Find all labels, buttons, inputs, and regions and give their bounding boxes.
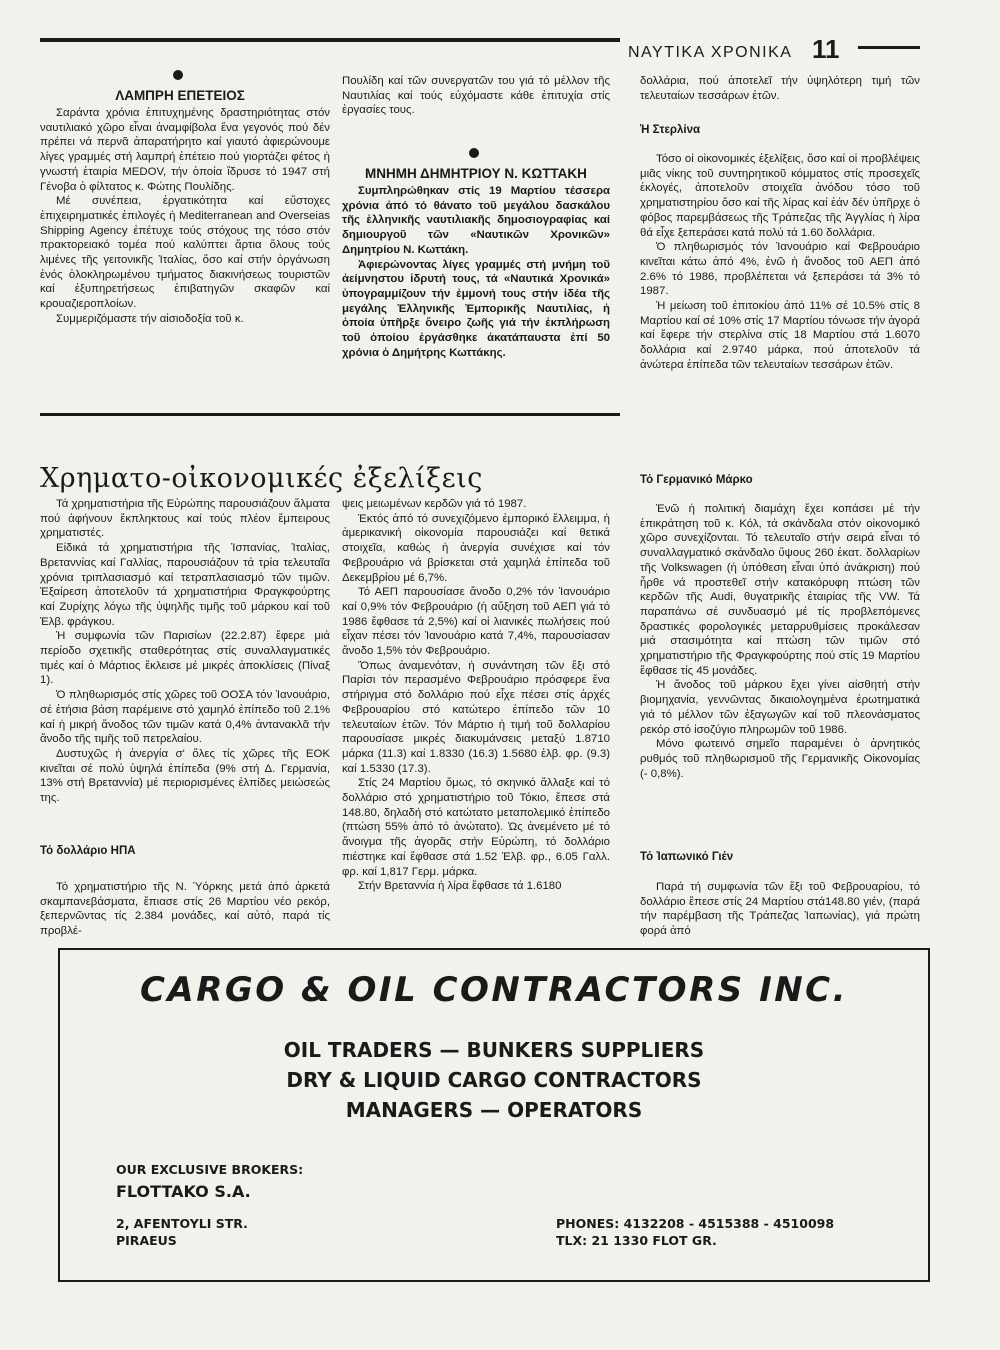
article-anniversary-continued: [342, 74, 610, 118]
ad-line-3: MANAGERS — OPERATORS: [345, 1098, 643, 1122]
article-yen-body: [640, 880, 920, 939]
paragraph: Ἐνῶ ἡ πολιτική διαμάχη ἔχει κοπάσει μέ τήν ἐπικράτηση τοῦ κ. Κόλ, τά σκάνδαλα στόν οἰκονομικό χῶρο συνεχίζονται. Τό τελευταῖο στήν σειρά εἶναι τό συναλλαγματικό σκάνδαλο ὕψους 260 ἑκατ. δολλαρίων τῆς Volkswagen (ἡ ὑπόθεση εἶναι ὑπό ἀνάκριση) πού ἦρθε νά προστεθεῖ στήν κατακόρυφη πτώση τῶν κερδῶν τῆς Audi, θυγατρικῆς ἑταιρίας τῆς VW. Τά παραπάνω σέ συνδυασμό μέ τίς προβλεπόμενες δραστικές φορολογικές μεταρρυθμίσεις προκάλεσαν μιά στασιμότητα καί πτώση τῶν τιμῶν στό χρηματιστήριο τῆς Φραγκφούρτης πού στίς 19 Μαρτίου ἔφθασε τίς 45 μονάδες.: [640, 503, 920, 677]
article-anniversary-body: [40, 106, 330, 327]
article-memorial-body: [342, 184, 610, 360]
paragraph: Τό χρηματιστήριο τῆς Ν. Ὑόρκης μετά ἀπό ἀρκετά σκαμπανεβάσματα, ἔπιασε στίς 26 Μαρτίου νέο ρεκόρ, ξεπερνῶντας τίς 2.384 μονάδες, καί αὐτό, παρά τίς προβλέ-: [40, 881, 330, 938]
subheading-yen: Τό Ἰαπωνικό Γιέν: [640, 851, 734, 863]
ad-broker-name: FLOTTAKO S.A.: [116, 1182, 251, 1201]
ad-company-name: CARGO & OIL CONTRACTORS INC.: [139, 970, 849, 1010]
paragraph: Ὁ πληθωρισμός στίς χῶρες τοῦ ΟΟΣΑ τόν Ἰανουάριο, σέ ἐτήσια βάση παρέμεινε στό χαμηλό ἐπίπεδο τοῦ 2.1% καί ἡ μικρή ἄνοδος τῶν τιμῶν κατά 0,4% ἀντανακλᾶ τήν ἄνοδο τῆς τιμῆς τοῦ πετρελαίου.: [40, 689, 330, 746]
paragraph: Παρά τή συμφωνία τῶν ἕξι τοῦ Φεβρουαρίου, τό δολλάριο ἔπεσε στίς 24 Μαρτίου στά148.80 γιέν, (παρά τήν παρέμβαση τῆς Τράπεζας Ἰαπωνίας), γιά πρώτη φορά ἀπό: [640, 881, 920, 938]
paragraph: Ἀφιερώνοντας λίγες γραμμές στή μνήμη τοῦ ἀείμνηστου ἱδρυτή τους, τά «Ναυτικά Χρονικά» ὑπογραμμίζουν τήν ἐμμονή τους στήν ἰδέα τῆς μεγάλης Ἑλληνικῆς Ἐμπορικῆς Ναυτιλίας, ἡ ὁποία ὑπῆρξε ὄνειρο ζωῆς γιά τήν ἐκπλήρωση τοῦ ὁποίου ἐργάσθηκε ἀκατάπαυστα ἐπί 50 χρόνια ὁ Δημήτρης Κωττάκης.: [342, 258, 610, 359]
paragraph: Ἡ μείωση τοῦ ἐπιτοκίου ἀπό 11% σέ 10.5% στίς 8 Μαρτίου καί σέ 10% στίς 17 Μαρτίου τόνωσε τήν ἀγορά καί ἔφερε τήν στερλίνα στίς 18 Μαρτίου στά 1.6070 δολλάρια καί 2.9740 μάρκα, πού ἀποτελοῦν τά ἀνώτερα ἐπίπεδα τῶν τελευταίων τεσσάρων ἐτῶν.: [640, 300, 920, 371]
paragraph: Ἡ συμφωνία τῶν Παρισίων (22.2.87) ἔφερε μιά περίοδο σχετικῆς σταθερότητας στίς συναλλαγματικές τιμές καί ὁ Μάρτιος ἔκλεισε μέ μικρές ἀποκλίσεις (Πίναξ 1).: [40, 630, 330, 687]
ad-line-1: OIL TRADERS — BUNKERS SUPPLIERS: [283, 1038, 705, 1062]
paragraph: Ὅπως ἀναμενόταν, ἡ συνάντηση τῶν ἕξι στό Παρίσι τόν περασμένο Φεβρουάριο πρόσφερε ἕνα στήριγμα στό δολλάριο πού εἶχε πέσει στίς ἀρχές Φεβρουαρίου στό κατώτερο ἐπίπεδο τῶν 10 τελευταίων ἐτῶν. Τόν Μάρτιο ἡ τιμή τοῦ δολλαρίου παρουσίασε μικρές διακυμάνσεις μεταξύ 1.8710 μάρκα (11.3) καί 1.8330 (16.3) 1.5680 ἐλβ. φρ. (9.3) καί 1.5330 (17.3).: [342, 659, 610, 775]
paragraph: Ἡ ἄνοδος τοῦ μάρκου ἔχει γίνει αἰσθητή στήν βιομηχανία, γεννῶντας δικαιολογημένα ἐρωτηματικά γιά τό μέλλον τῶν ἐξαγωγῶν καί τοῦ πλεονάσματος ρεκόρ στό ἰσοζύγιο πληρωμῶν τοῦ 1986.: [640, 679, 920, 736]
banner-rule: [40, 413, 620, 416]
paragraph: Στίς 24 Μαρτίου ὅμως, τό σκηνικό ἄλλαξε καί τό δολλάριο στό χρηματιστήριο τοῦ Τόκιο, ἔπεσε στά 148.80, δηλαδή στό κατώτατο μεταπολεμικό ἐπίπεδο (πτώση 55% ἀπό τό ἀνώτατο). Ὡς ἀνεμένετο μέ τό ἄνοιγμα τῆς ἀγορᾶς στήν Εὐρώπη, τό δολλάριο πιέστηκε καί ἔφθασε στά 1.52 Ἐλβ. φρ., 6.05 Γαλλ. φρ. καί 1,817 Γερμ. μάρκα.: [342, 777, 610, 878]
ad-line-2: DRY & LIQUID CARGO CONTRACTORS: [286, 1068, 702, 1092]
bullet-icon: [469, 148, 479, 158]
ad-address-city: PIRAEUS: [116, 1233, 177, 1248]
article-usd-continued: [342, 497, 610, 894]
article-sterling-body: [640, 152, 920, 373]
header-rule-right: [858, 46, 920, 49]
article-mark-body: [640, 502, 920, 781]
paragraph: ψεις μειωμένων κερδῶν γιά τό 1987.: [342, 498, 527, 510]
section-banner-title: Χρηματο-οἰκονομικές ἐξελίξεις: [40, 463, 483, 494]
paragraph: Σαράντα χρόνια ἐπιτυχημένης δραστηριότητας στόν ναυτιλιακό χῶρο εἶναι ἀναμφίβολα ἕνα γεγονός πού δέν πρέπει νά περνᾶ ἀπαρατήρητο καί γιαυτό ἀφιερώνουμε λίγες γραμμές στή λαμπρή ἐπέτειο πού γιορτάζει φέτος ἡ γνωστή ἑταιρία MEDOV, τήν ὁποία ἵδρυσε τό 1947 στή Γένοβα ὁ φίλτατος κ. Φώτης Πουλίδης.: [40, 107, 330, 193]
article-heading-anniversary: ΛΑΜΠΡΗ ΕΠΕΤΕΙΟΣ: [115, 88, 245, 103]
paragraph: Εἰδικά τά χρηματιστήρια τῆς Ἱσπανίας, Ἰταλίας, Βρεταννίας καί Γαλλίας, παρουσιάζουν τά τρία τελευταῖα χρόνια τριπλασιασμό καί τετραπλασιασμό τῶν τιμῶν. Ἐξαίρεση ἀποτελοῦν τά χρηματιστήρια Φραγκφούρτης καί Ζυρίχης λόγω τῆς ὑψηλῆς τιμῆς τοῦ μάρκου καί τοῦ Ἐλβ. φράγκου.: [40, 542, 330, 628]
paragraph: Ὁ πληθωρισμός τόν Ἰανουάριο καί Φεβρουάριο κινεῖται κάτω ἀπό 4%, ἐνῶ ἡ ἄνοδος τοῦ ΑΕΠ ἀπό 2.6% τό 1986, προβλέπεται νά ξεπεράσει τά 3% τό 1987.: [640, 241, 920, 298]
paragraph: Δυστυχῶς ἡ ἀνεργία σ' ὅλες τίς χῶρες τῆς ΕΟΚ κινεῖται σέ πολύ ὑψηλά ἐπίπεδα (9% στή Δ. Γερμανία, 13% στή Βρεταννία) μέ περιορισμένες ἐλπίδες μειώσεώς της.: [40, 747, 330, 805]
article-usd-body: [40, 880, 330, 939]
paragraph: δολλάρια, πού ἀποτελεῖ τήν ὑψηλότερη τιμή τῶν τελευταίων τεσσάρων ἐτῶν.: [640, 75, 920, 102]
paragraph: Τά χρηματιστήρια τῆς Εὐρώπης παρουσιάζουν ἅλματα πού ἀφήνουν ἔκπληκτους καί τούς πλέον ἔμπειρους χρηματιστές.: [40, 498, 330, 540]
advertisement: [58, 948, 930, 1282]
subheading-sterling: Ἡ Στερλίνα: [640, 124, 701, 136]
bullet-icon: [173, 70, 183, 80]
paragraph: Μόνο φωτεινό σημεῖο παραμένει ὁ ἀρνητικός ρυθμός τοῦ πληθωρισμοῦ τῆς Γερμανικῆς Οἰκονομίας (- 0,8%).: [640, 738, 920, 780]
paragraph: Τόσο οἱ οἰκονομικές ἐξελίξεις, ὅσο καί οἱ προβλέψεις μιᾶς νίκης τοῦ συντηρητικοῦ κόμματος στίς προσεχεῖς ἐκλογές, ἀποτελοῦν στοιχεῖα ἀνόδου τόσο τοῦ χρηματιστηρίου ὅσο καί τῆς λίρας καί ἐάν δέν ὑπῆρχε ὁ φόβος παρεμβάσεως τῆς Τράπεζας τῆς Ἀγγλίας ἡ λίρα θά εἶχε ξεπεράσει κατά πολύ τά 1.60 δολλάρια.: [640, 153, 920, 239]
header-rule-left: [40, 38, 620, 42]
article-finance-body: [40, 497, 330, 806]
subheading-mark: Τό Γερμανικό Μάρκο: [640, 474, 753, 486]
paragraph: Πουλίδη καί τῶν συνεργατῶν του γιά τό μέλλον τῆς Ναυτιλίας καί τούς εὐχόμαστε κάθε ἐπιτυχία στίς ἐργασίες τους.: [342, 75, 610, 117]
paragraph: Μέ συνέπεια, ἐργατικότητα καί εὔστοχες ἐπιχειρηματικές ἐπιλογές ἡ Mediterranean and Overseias Shipping Agency ἐπέτυχε τούς στόχους της τόσο στόν πρακτορειακό τομέα πού καλύπτει ἄρτια ὅλους τούς λιμένες τῆς γειτονικῆς Ἰταλίας, ὅσο καί στήν ὀργάνωση ἑνός ὁλοκληρωμένου τμήματος διακινήσεως τουριστῶν καί ἐξυπηρετήσεως ἐπιβατηγῶν σκαφῶν καί κρουαζιεροπλοίων.: [40, 195, 330, 311]
paragraph: Ἐκτός ἀπό τό συνεχιζόμενο ἐμπορικό ἔλλειμμα, ἡ ἀμερικανική οἰκονομία παρουσιάζει καί θετικά στοιχεῖα, καθώς ἡ ἀνεργία συνέχισε καί τόν Φεβρουάριο νά βρίσκεται στά χαμηλά ἐπίπεδα τοῦ Δεκεμβρίου μέ 6,7%.: [342, 512, 610, 584]
subheading-usd: Τό δολλάριο ΗΠΑ: [40, 845, 136, 857]
ad-telex: TLX: 21 1330 FLOT GR.: [556, 1233, 717, 1248]
paragraph: Συμπληρώθηκαν στίς 19 Μαρτίου τέσσερα χρόνια ἀπό τό θάνατο τοῦ μεγάλου δασκάλου τῆς ἑλληνικῆς ναυτιλιακῆς δημοσιογραφίας καί δημιουργοῦ τῶν «Ναυτικῶν Χρονικῶν» Δημητρίου Ν. Κωττάκη.: [342, 185, 610, 256]
ad-address-street: 2, AFENTOYLI STR.: [116, 1216, 248, 1231]
ad-phones: PHONES: 4132208 - 4515388 - 4510098: [556, 1216, 835, 1231]
paragraph: Τό ΑΕΠ παρουσίασε ἄνοδο 0,2% τόν Ἰανουάριο καί 0,9% τόν Φεβρουάριο (ἡ αὔξηση τοῦ ΑΕΠ γιά τό 1986 ἔφθασε τά 2,5%) καί οἱ λιανικές πωλήσεις πού εἶχαν πέσει τόν Ἰανουάριο κατά 7,4%, παρουσίασαν ἄνοδο 1,5% τόν Φεβρουάριο.: [342, 586, 610, 658]
paragraph: Συμμεριζόμαστε τήν αἰσιοδοξία τοῦ κ.: [56, 312, 244, 325]
ad-brokers-label: OUR EXCLUSIVE BROKERS:: [116, 1162, 304, 1177]
article-dollar-continued: [640, 74, 920, 103]
paragraph: Στήν Βρεταννία ἡ λίρα ἔφθασε τά 1.6180: [358, 880, 562, 893]
section-title: ΝΑΥΤΙΚΑ ΧΡΟΝΙΚΑ: [628, 44, 793, 61]
page-number: 11: [812, 34, 840, 64]
article-heading-memorial: ΜΝΗΜΗ ΔΗΜΗΤΡΙΟΥ Ν. ΚΩΤΤΑΚΗ: [365, 166, 587, 181]
